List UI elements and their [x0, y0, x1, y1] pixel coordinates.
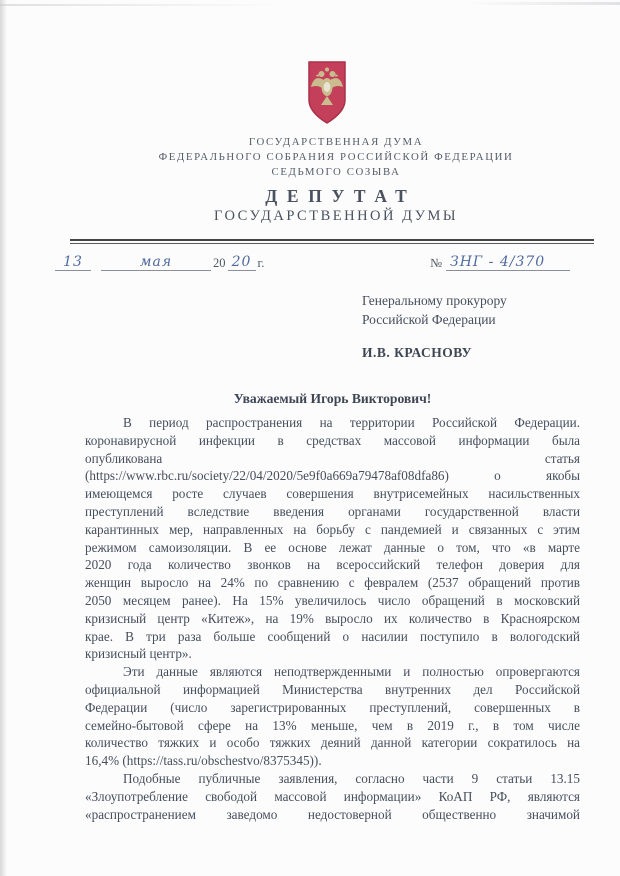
- addressee-line: Российской Федерации: [362, 312, 496, 327]
- scan-edge-artifact: [465, 2, 620, 5]
- eagle-center-shield: [324, 82, 331, 92]
- body-line: Федерации (число зарегистрированных преступлений, совершенных в: [85, 699, 580, 715]
- org-line: ГОСУДАРСТВЕННАЯ ДУМА: [248, 136, 424, 148]
- handwritten-year: 20: [228, 254, 256, 271]
- body-line: преступлений вследствие введения органами государственной власти: [85, 503, 580, 519]
- body-line: В период распространения на территории Российской Федерации.: [123, 415, 580, 430]
- body-line: женщин выросло на 24% по сравнению с февралем (2537 обращений против: [85, 575, 580, 591]
- letter-body: [85, 414, 580, 823]
- handwritten-document-number: ЗНГ - 4/370: [446, 254, 570, 271]
- number-sign: №: [430, 256, 442, 270]
- body-line: официальной информацией Министерства внутренних дел Российской: [85, 681, 580, 697]
- body-line: коронавирусной инфекции в средствах массовой информации была: [85, 432, 580, 448]
- body-line: 2020 года количество звонков на всероссийский телефон доверия для: [85, 557, 580, 573]
- handwritten-day: 13: [55, 254, 91, 271]
- org-line: ФЕДЕРАЛЬНОГО СОБРАНИЯ РОССИЙСКОЙ ФЕДЕРАЦИИ: [158, 151, 514, 163]
- deputy-subtitle: ГОСУДАРСТВЕННОЙ ДУМЫ: [214, 208, 458, 224]
- body-line: Подобные публичные заявления, согласно части 9 статьи 13.15: [123, 770, 580, 786]
- letterhead-divider-rule: [70, 239, 594, 244]
- org-line: СЕДЬМОГО СОЗЫВА: [271, 166, 401, 178]
- body-line: режимом самоизоляции. В ее основе лежат данные о том, что «в марте: [85, 539, 580, 555]
- scan-edge-artifact: [0, 0, 7, 876]
- body-line: (https://www.rbc.ru/society/22/04/2020/5e9f0a669a79478af08dfa86) о якобы: [85, 468, 580, 484]
- body-line: имеющемся росте случаев совершения внутрисемейных насильственных: [85, 486, 580, 502]
- number-group: [430, 254, 570, 271]
- year-prefix: 20: [213, 256, 226, 270]
- addressee-name: И.В. КРАСНОВУ: [362, 345, 473, 360]
- year-suffix: г.: [257, 256, 265, 270]
- body-line: опубликована статья: [85, 450, 580, 466]
- body-line: количество тяжких и особо тяжких деяний данной категории сократилось на: [85, 735, 580, 751]
- letterhead-organization: [52, 135, 620, 180]
- handwritten-month: мая: [101, 254, 211, 271]
- body-line: «распространением заведомо недостоверной общественно значимой: [85, 806, 580, 822]
- coat-of-arms-emblem: [307, 60, 347, 126]
- dateline: [55, 254, 570, 271]
- body-line: 2050 месяцем ранее). На 15% увеличилось число обращений в московский: [85, 592, 580, 608]
- date-group: [55, 254, 266, 271]
- salutation: Уважаемый Игорь Викторович!: [233, 391, 432, 406]
- deputy-title: ДЕПУТАТ: [265, 186, 417, 206]
- addressee-block: [362, 291, 507, 362]
- scan-edge-artifact: [0, 4, 285, 6]
- body-line: семейно-бытовой сфере на 13% меньше, чем в 2019 г., в том числе: [85, 717, 580, 733]
- body-line: 16,4% (https://tass.ru/obschestvo/8375345)).: [85, 753, 322, 769]
- body-line: кризисный центр».: [85, 646, 192, 662]
- body-line: карантинных мер, направленных на борьбу с пандемией и связанных с этим: [85, 521, 580, 537]
- body-line: Эти данные являются неподтвержденными и полностью опровергаются: [123, 664, 580, 680]
- body-line: «Злоупотребление свободой массовой информации» КоАП РФ, являются: [85, 788, 580, 804]
- body-line: кризисный центр «Китеж», на 19% выросло их количество в Красноярском: [85, 610, 580, 626]
- letterhead-title: [52, 185, 620, 226]
- addressee-line: Генеральному прокурору: [362, 293, 507, 308]
- body-line: крае. В три раза больше сообщений о насилии поступило в вологодский: [85, 628, 580, 644]
